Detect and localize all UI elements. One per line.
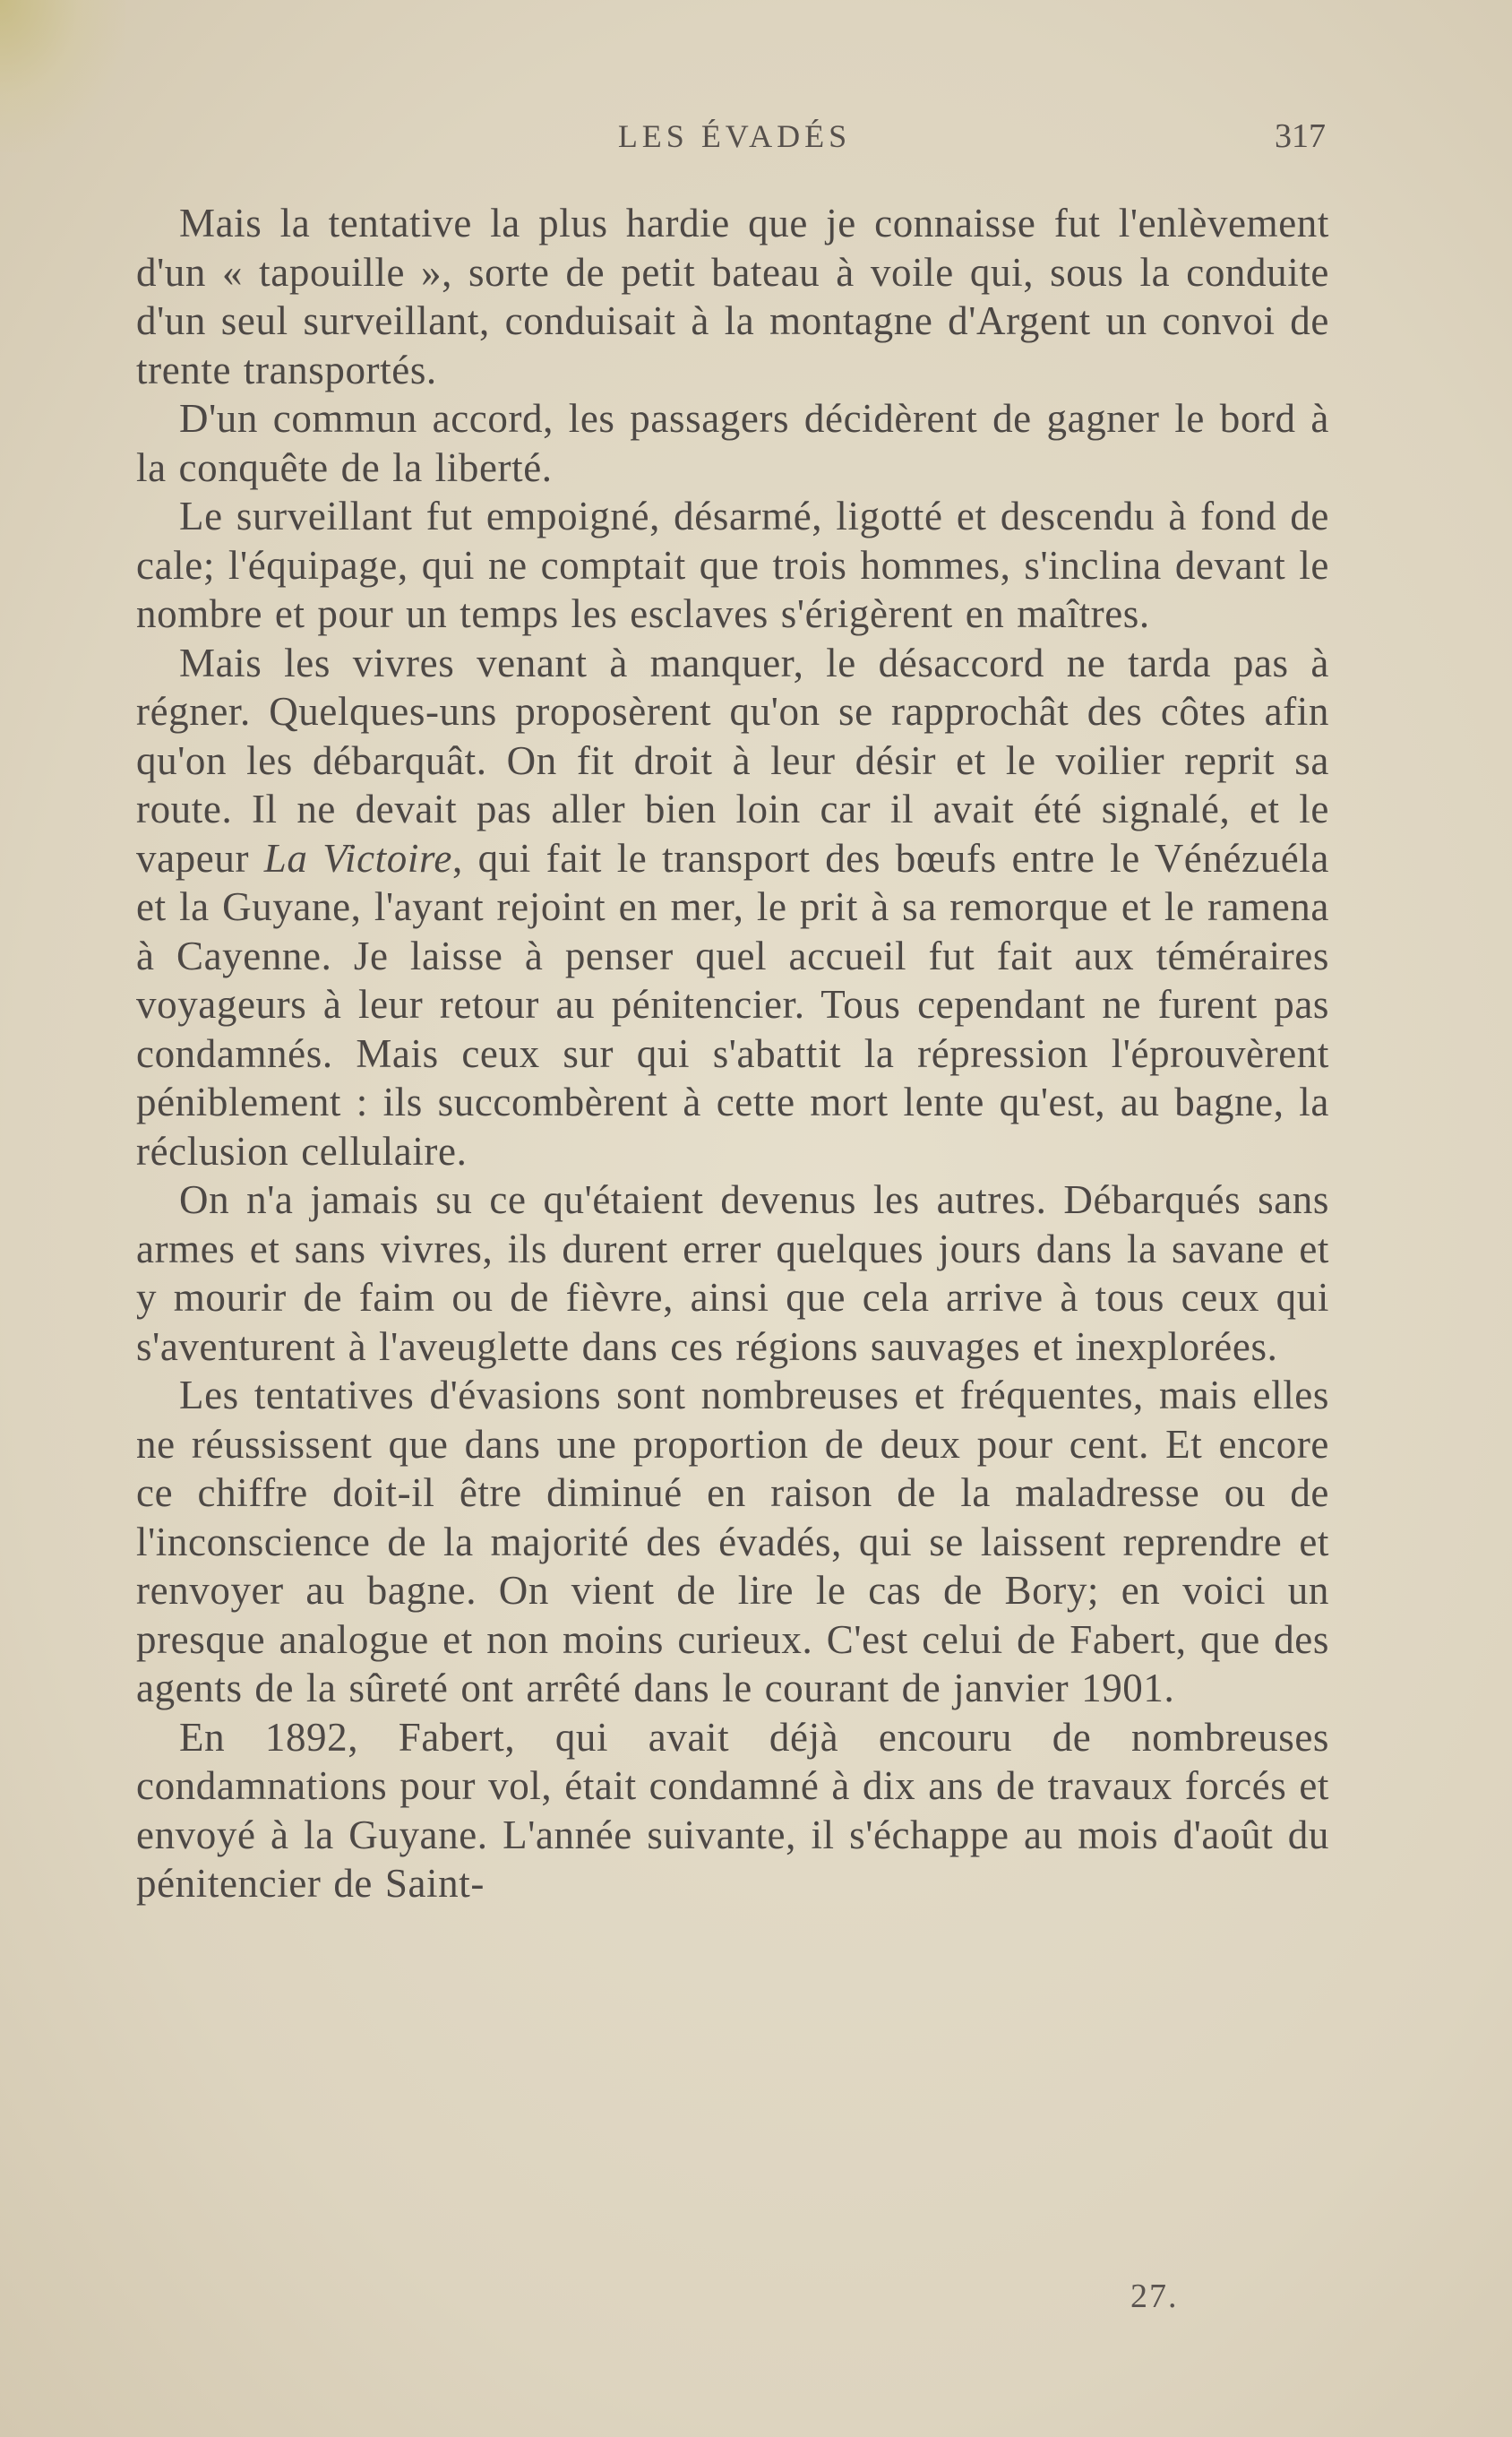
- paragraph: En 1892, Fabert, qui avait déjà encouru de nombreuses condamnations pour vol, était condamné à dix ans de travaux forcés et envoyé à la Guyane. L'année suivante, il s'échappe au mois d'août du pénitencier de Saint-: [136, 1714, 1329, 1906]
- page-number: 317: [1275, 117, 1326, 155]
- paragraph: Mais la tentative la plus hardie que je connaisse fut l'enlèvement d'un « tapouille », sorte de petit bateau à voile qui, sous la conduite d'un seul surveillant, conduisait à la montagne d'Argent un convoi de trente transportés.: [136, 201, 1329, 392]
- paragraph: Mais les vivres venant à manquer, le désaccord ne tarda pas à régner. Quelques-uns proposèrent qu'on se rapprochât des côtes afin qu'on les débarquât. On fit droit à leur désir et le voilier reprit sa route. Il ne devait pas aller bien loin car il avait été signalé, et le vapeur La Victoire, qui fait le transport des bœufs entre le Vénézuéla et la Guyane, l'ayant rejoint en mer, le prit à sa remorque et le ramena à Cayenne. Je laisse à penser quel accueil fut fait aux téméraires voyageurs à leur retour au pénitencier. Tous cependant ne furent pas condamnés. Mais ceux sur qui s'abattit la répression l'éprouvèrent péniblement : ils succombèrent à cette mort lente qu'est, au bagne, la réclusion cellulaire.: [136, 640, 1329, 1174]
- running-title: LES ÉVADÉS: [617, 118, 852, 154]
- paragraph: Le surveillant fut empoigné, désarmé, ligotté et descendu à fond de cale; l'équipage, qui ne comptait que trois hommes, s'inclina devant le nombre et pour un temps les esclaves s'érigèrent en maîtres.: [136, 494, 1329, 636]
- running-header: [134, 115, 1335, 168]
- paragraph-text: qui fait le transport des bœufs entre le Vénézuéla et la Guyane, l'ayant rejoint en mer, le prit à sa remorque et le ramena à Cayenne. Je laisse à penser quel accueil fut fait aux téméraires voyageurs à leur retour au pénitencier. Tous cependant ne furent pas condamnés. Mais ceux sur qui s'abattit la répression l'éprouvèrent péniblement : ils succombèrent à cette mort lente qu'est, au bagne, la réclusion cellulaire.: [136, 835, 1329, 1174]
- signature-mark: 27.: [1130, 2278, 1179, 2315]
- paragraph-text: Mais les vivres venant à manquer, le désaccord ne tarda pas à régner. Quelques-uns proposèrent qu'on se rapprochât des côtes afin qu'on les débarquât. On fit droit à leur désir et le voilier reprit sa route. Il ne devait pas aller bien loin car il avait été signalé, et le vapeur: [136, 640, 1329, 881]
- body-text: [136, 199, 1329, 1908]
- paragraph: Les tentatives d'évasions sont nombreuses et fréquentes, mais elles ne réussissent que dans une proportion de deux pour cent. Et encore ce chiffre doit-il être diminué en raison de la maladresse ou de l'inconscience de la majorité des évadés, qui se laissent reprendre et renvoyer au bagne. On vient de lire le cas de Bory; en voici un presque analogue et non moins curieux. C'est celui de Fabert, que des agents de la sûreté ont arrêté dans le courant de janvier 1901.: [136, 1373, 1329, 1710]
- page-stain: [0, 0, 125, 152]
- ship-name: La Victoire: [263, 835, 452, 881]
- paragraph: On n'a jamais su ce qu'étaient devenus les autres. Débarqués sans armes et sans vivres, ils durent errer quelques jours dans la savane et y mourir de faim ou de fièvre, ainsi que cela arrive à tous ceux qui s'aventurent à l'aveuglette dans ces régions sauvages et inexplorées.: [136, 1177, 1329, 1369]
- paragraph: D'un commun accord, les passagers décidèrent de gagner le bord à la conquête de la liberté.: [136, 396, 1329, 490]
